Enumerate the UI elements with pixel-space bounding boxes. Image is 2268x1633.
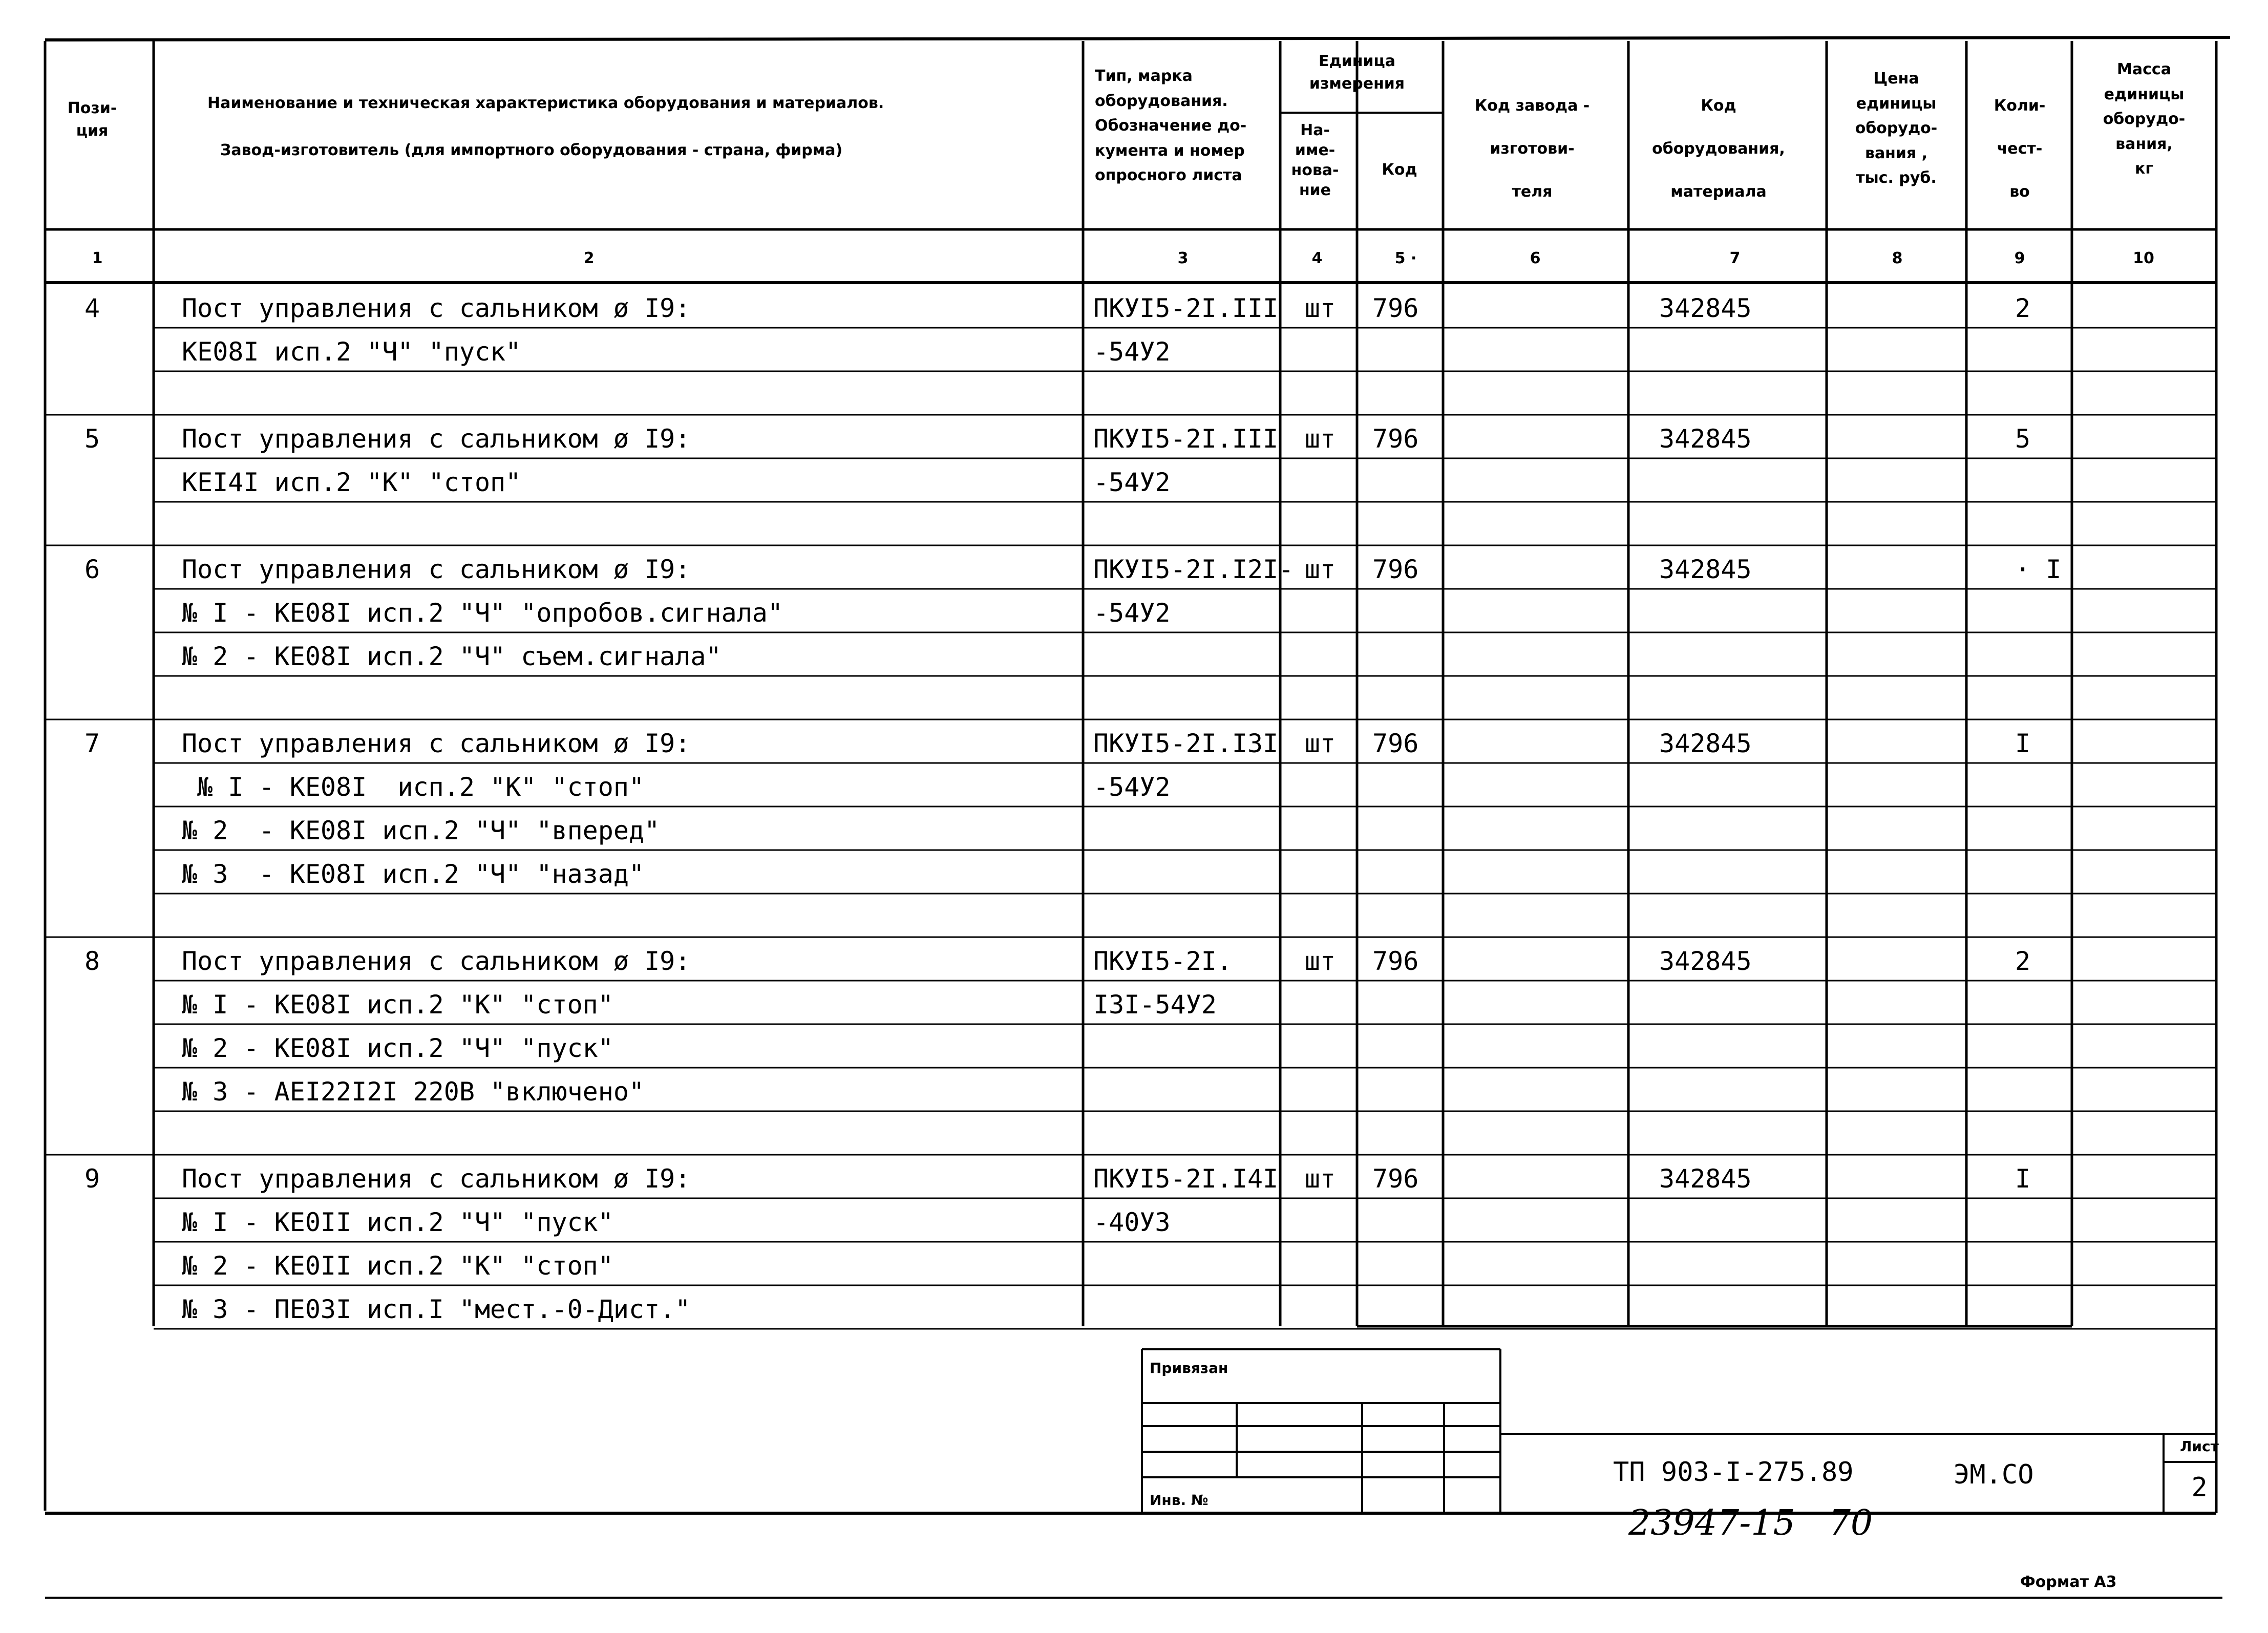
colnum-8: 8 <box>1892 249 1903 267</box>
format-label: Формат А3 <box>2020 1573 2117 1591</box>
cell-code: 796 <box>1372 293 1419 323</box>
cell-type: ПКУI5-2I. <box>1093 946 1232 976</box>
cell-type: I3I-54У2 <box>1093 990 1217 1020</box>
cell-type: ПКУI5-2I.III <box>1093 293 1279 323</box>
cell-code: 796 <box>1372 1164 1419 1194</box>
header-name-line2: Завод-изготовитель (для импортного оборудования - страна, фирма) <box>220 141 843 159</box>
cell-qty: I <box>2015 729 2031 758</box>
colnum-1: 1 <box>92 249 103 267</box>
cell-code7: 342845 <box>1659 293 1752 323</box>
header-equipment-code: Код оборудования, материала <box>1652 97 1785 201</box>
cell-name: Пост управления с сальником ø I9: <box>182 946 691 976</box>
colnum-3: 3 <box>1177 249 1189 267</box>
cell-name: Пост управления с сальником ø I9: <box>182 293 691 323</box>
cell-name: КЕ08I исп.2 "Ч" "пуск" <box>182 337 521 367</box>
cell-code: 796 <box>1372 729 1419 758</box>
colnum-5: 5 · <box>1394 249 1417 267</box>
cell-type: -40У3 <box>1093 1207 1171 1237</box>
cell-type: ПКУI5-2I.III <box>1093 424 1279 454</box>
handwritten-number: 23947-15 70 <box>1628 1503 1873 1543</box>
cell-name: № 2 - КЕ08I исп.2 "Ч" "пуск" <box>182 1033 613 1063</box>
cell-pos: 4 <box>84 293 100 323</box>
cell-code: 796 <box>1372 555 1419 584</box>
cell-type: ПКУI5-2I.I3I <box>1093 729 1279 758</box>
cell-pos: 8 <box>84 946 100 976</box>
colnum-4: 4 <box>1311 249 1323 267</box>
header-mass: Масса единицы оборудо- вания, кг <box>2103 60 2186 178</box>
cell-unit: шт <box>1304 555 1336 584</box>
cell-name: № 2 - КЕ08I исп.2 "Ч" съем.сигнала" <box>182 642 722 671</box>
cell-name: Пост управления с сальником ø I9: <box>182 555 691 584</box>
cell-name: КЕI4I исп.2 "К" "стоп" <box>182 468 521 497</box>
cell-name: № I - КЕ0II исп.2 "Ч" "пуск" <box>182 1207 613 1237</box>
document-designation: ТП 903-I-275.89 <box>1613 1457 1854 1488</box>
header-unit-name: На- име- нова- ние <box>1291 121 1339 199</box>
header-type: Тип, марка оборудования. Обозначение до- кумента и номер опросного листа <box>1095 67 1247 185</box>
header-manufacturer-code: Код завода - изготови- теля <box>1474 97 1590 201</box>
cell-name: № I - КЕ08I исп.2 "К" "стоп" <box>182 772 645 802</box>
cell-type: ПКУI5-2I.I2I- <box>1093 555 1294 584</box>
cell-type: -54У2 <box>1093 468 1171 497</box>
cell-name: № 3 - АЕI22I2I 220В "включено" <box>182 1077 645 1107</box>
cell-code7: 342845 <box>1659 729 1752 758</box>
cell-type: -54У2 <box>1093 598 1171 628</box>
cell-qty: 2 <box>2015 293 2031 323</box>
header-quantity: Коли- чест- во <box>1994 97 2046 201</box>
sheet-number: 2 <box>2191 1472 2208 1503</box>
cell-name: Пост управления с сальником ø I9: <box>182 424 691 454</box>
stamp-inv-label: Инв. № <box>1150 1492 1209 1509</box>
cell-name: № 3 - КЕ08I исп.2 "Ч" "назад" <box>182 859 645 889</box>
cell-pos: 5 <box>84 424 100 454</box>
colnum-6: 6 <box>1530 249 1541 267</box>
header-unit: Единица измерения <box>1309 52 1405 93</box>
cell-name: Пост управления с сальником ø I9: <box>182 729 691 758</box>
header-unit-code: Код <box>1382 161 1417 179</box>
sheet-label: Лист <box>2180 1438 2219 1455</box>
header-name-line1: Наименование и техническая характеристика оборудования и материалов. <box>207 94 884 112</box>
colnum-2: 2 <box>583 249 595 267</box>
cell-code7: 342845 <box>1659 424 1752 454</box>
colnum-7: 7 <box>1729 249 1741 267</box>
cell-qty: 5 <box>2015 424 2031 454</box>
cell-pos: 7 <box>84 729 100 758</box>
grid-line <box>45 37 2230 40</box>
cell-unit: шт <box>1304 946 1336 976</box>
colnum-9: 9 <box>2014 249 2025 267</box>
cell-name: Пост управления с сальником ø I9: <box>182 1164 691 1194</box>
cell-type: -54У2 <box>1093 772 1171 802</box>
cell-name: № 3 - ПЕ03I исп.I "мест.-0-Дист." <box>182 1295 691 1324</box>
cell-type: ПКУI5-2I.I4I <box>1093 1164 1279 1194</box>
cell-code: 796 <box>1372 424 1419 454</box>
colnum-10: 10 <box>2133 249 2154 267</box>
cell-pos: 9 <box>84 1164 100 1194</box>
cell-name: № 2 - КЕ0II исп.2 "К" "стоп" <box>182 1251 613 1281</box>
cell-unit: шт <box>1304 729 1336 758</box>
cell-unit: шт <box>1304 293 1336 323</box>
header-price: Цена единицы оборудо- вания , тыс. руб. <box>1855 70 1938 187</box>
header-position: Пози- ция <box>67 99 117 140</box>
cell-code7: 342845 <box>1659 555 1752 584</box>
cell-type: -54У2 <box>1093 337 1171 367</box>
document-code: ЭМ.СО <box>1954 1459 2034 1490</box>
cell-code: 796 <box>1372 946 1419 976</box>
stamp-attached-label: Привязан <box>1150 1360 1228 1376</box>
cell-name: № I - КЕ08I исп.2 "Ч" "опробов.сигнала" <box>182 598 783 628</box>
cell-unit: шт <box>1304 424 1336 454</box>
cell-code7: 342845 <box>1659 946 1752 976</box>
cell-qty: · I <box>2015 555 2062 584</box>
cell-unit: шт <box>1304 1164 1336 1194</box>
cell-pos: 6 <box>84 555 100 584</box>
cell-qty: 2 <box>2015 946 2031 976</box>
cell-code7: 342845 <box>1659 1164 1752 1194</box>
cell-name: № I - КЕ08I исп.2 "К" "стоп" <box>182 990 613 1020</box>
cell-name: № 2 - КЕ08I исп.2 "Ч" "вперед" <box>182 816 660 845</box>
cell-qty: I <box>2015 1164 2031 1194</box>
